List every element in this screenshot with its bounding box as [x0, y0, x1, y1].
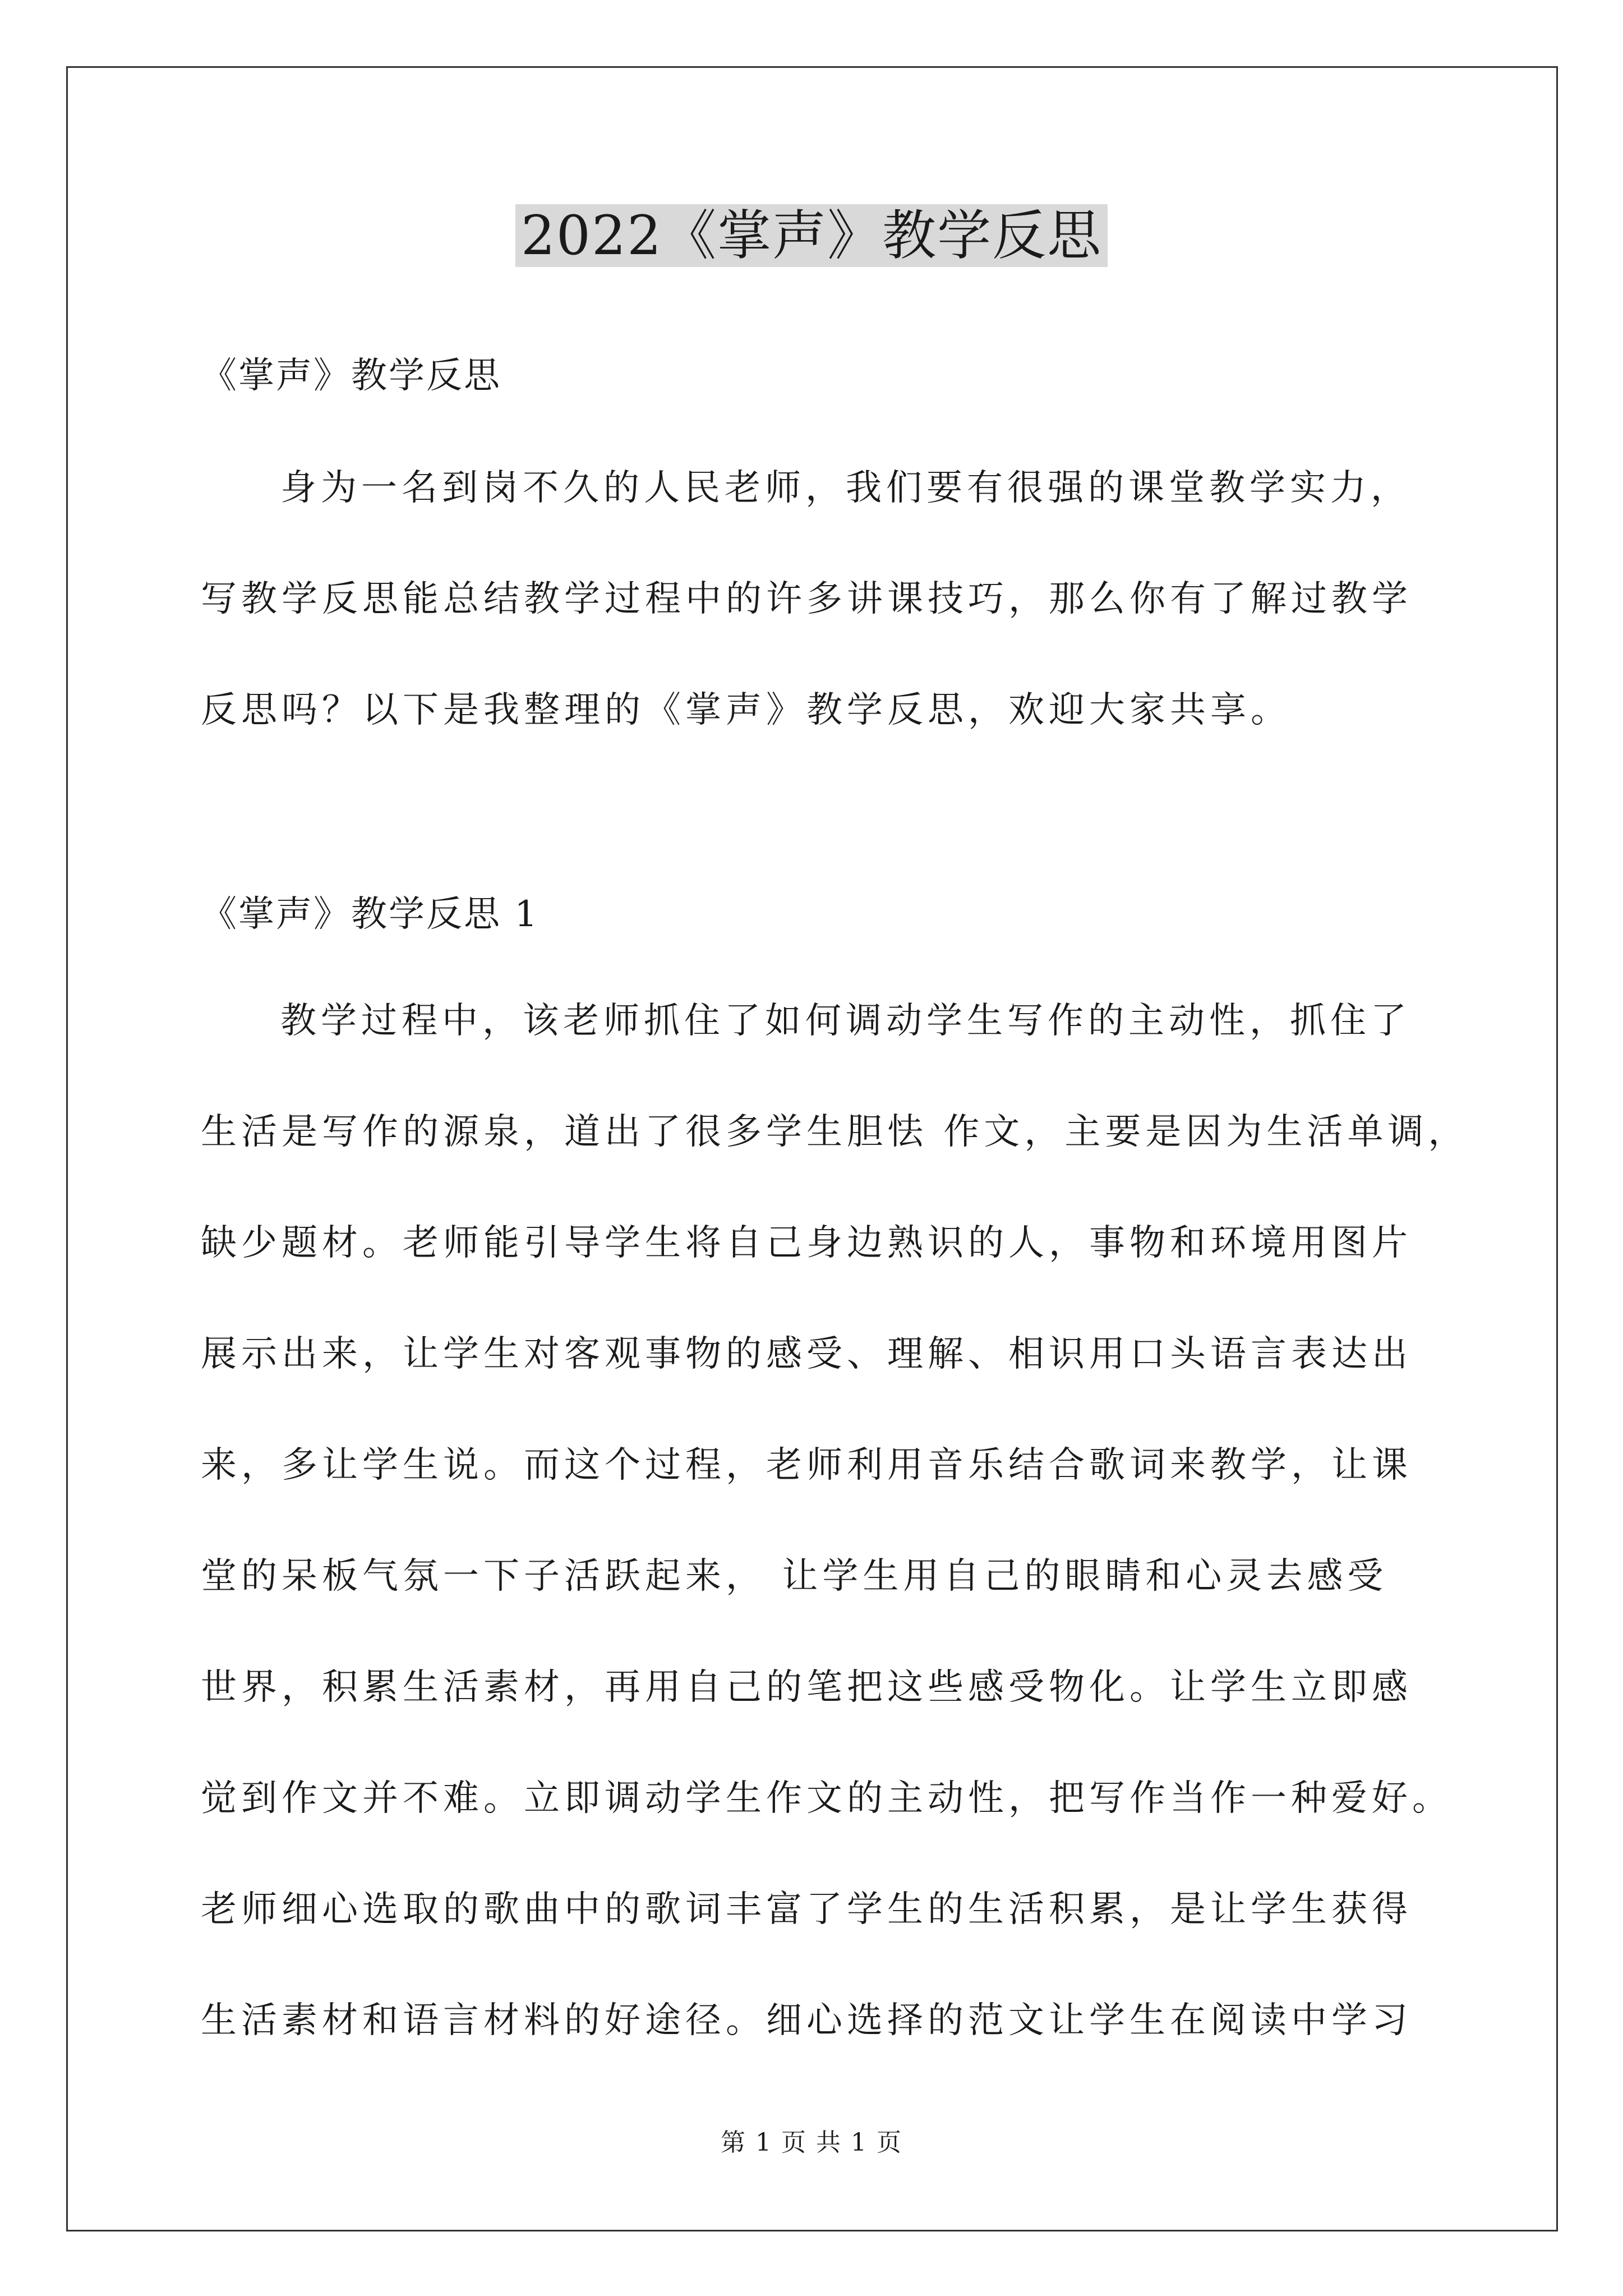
paragraph-line: 反思吗？以下是我整理的《掌声》教学反思，欢迎大家共享。: [201, 689, 1291, 731]
page-number-footer: 第 1 页 共 1 页: [721, 2128, 902, 2157]
paragraph-line: 来，多让学生说。而这个过程，老师利用音乐结合歌词来教学，让课: [201, 1444, 1412, 1486]
section1-heading: 《掌声》教学反思 1: [201, 894, 540, 935]
paragraph-line: 老师细心选取的歌曲中的歌词丰富了学生的生活积累，是让学生获得: [201, 1889, 1412, 1930]
paragraph-line: 写教学反思能总结教学过程中的许多讲课技巧，那么你有了解过教学: [201, 578, 1412, 620]
intro-paragraph: [201, 460, 1435, 738]
paragraph-line: 缺少题材。老师能引导学生将自己身边熟识的人，事物和环境用图片: [201, 1222, 1412, 1264]
paragraph-line: 展示出来，让学生对客观事物的感受、理解、相识用口头语言表达出: [201, 1333, 1412, 1375]
paragraph-line: 堂的呆板气氛一下子活跃起来， 让学生用自己的眼睛和心灵去感受: [201, 1556, 1388, 1597]
intro-heading: 《掌声》教学反思: [201, 355, 501, 397]
paragraph-line: 教学过程中，该老师抓住了如何调动学生写作的主动性，抓住了: [280, 1000, 1411, 1042]
section1-paragraph: [201, 993, 1469, 2049]
paragraph-line: 生活素材和语言材料的好途径。细心选择的范文让学生在阅读中学习: [201, 2000, 1412, 2041]
document-title: 2022《掌声》教学反思: [515, 204, 1108, 267]
section1-heading-block: [201, 886, 1435, 942]
paragraph-line: 世界，积累生活素材，再用自己的笔把这些感受物化。让学生立即感: [201, 1667, 1412, 1708]
intro-heading-block: [201, 348, 1435, 404]
paragraph-line: 身为一名到岗不久的人民老师，我们要有很强的课堂教学实力，: [280, 467, 1411, 509]
paragraph-line: 觉到作文并不难。立即调动学生作文的主动性，把写作当作一种爱好。: [201, 1778, 1453, 1819]
document-title-container: [0, 191, 1623, 280]
paragraph-line: 生活是写作的源泉，道出了很多学生胆怯 作文，主要是因为生活单调，: [201, 1111, 1469, 1153]
